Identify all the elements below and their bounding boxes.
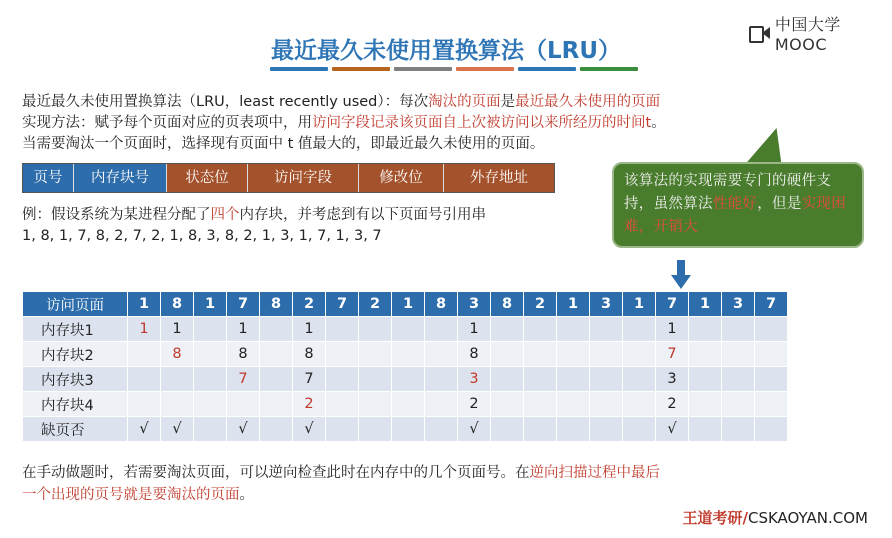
table-cell <box>161 392 194 417</box>
brand-en: CSKAOYAN.COM <box>747 509 868 527</box>
table-cell <box>689 342 722 367</box>
definition-text-2: 是 <box>500 94 516 110</box>
table-cell <box>491 367 524 392</box>
table-cell <box>623 342 656 367</box>
table-cell <box>128 392 161 417</box>
page-ref-17: 7 <box>656 292 689 317</box>
footer-highlight-1: 逆向扫描过程中最后 <box>529 465 660 481</box>
table-cell <box>623 392 656 417</box>
table-cell <box>590 342 623 367</box>
table-cell <box>491 317 524 342</box>
page-ref-15: 3 <box>590 292 623 317</box>
table-cell <box>326 392 359 417</box>
table-cell <box>524 367 557 392</box>
table-cell <box>194 367 227 392</box>
bubble-highlight-2: 实现困难，开销大 <box>624 196 847 235</box>
table-cell <box>722 342 755 367</box>
table-cell <box>194 417 227 442</box>
table-cell: 7 <box>227 367 260 392</box>
table-cell <box>425 392 458 417</box>
page-ref-19: 3 <box>722 292 755 317</box>
title-bar-6 <box>580 67 638 71</box>
table-cell <box>392 317 425 342</box>
example-text: 例：假设系统为某进程分配了 <box>22 207 211 223</box>
table-cell <box>392 392 425 417</box>
table-cell <box>359 317 392 342</box>
method-highlight: 访问字段记录该页面自上次被访问以来所经历的时间t <box>312 115 652 131</box>
bubble-text-2: ，但是 <box>757 196 802 212</box>
table-cell: 8 <box>161 342 194 367</box>
table-cell: 1 <box>458 317 491 342</box>
table-row <box>23 317 788 342</box>
eviction-line: 当需要淘汰一个页面时，选择现有页面中 t 值最大的，即最近最久未使用的页面。 <box>22 136 545 152</box>
table-cell <box>557 317 590 342</box>
table-cell <box>161 367 194 392</box>
row-label: 内存块4 <box>23 392 128 417</box>
mooc-logo-text: 中国大学MOOC <box>774 15 841 54</box>
title-bar-1 <box>270 67 328 71</box>
table-cell <box>524 392 557 417</box>
title-bar-4 <box>456 67 514 71</box>
table-cell: 7 <box>293 367 326 392</box>
row-label: 内存块3 <box>23 367 128 392</box>
table-cell <box>326 417 359 442</box>
page-ref-6: 2 <box>293 292 326 317</box>
hint-bubble <box>612 162 864 248</box>
table-cell <box>755 367 788 392</box>
table-cell: √ <box>128 417 161 442</box>
table-cell <box>425 367 458 392</box>
table-cell <box>590 317 623 342</box>
table-cell: 2 <box>458 392 491 417</box>
table-cell <box>425 317 458 342</box>
table-cell <box>491 342 524 367</box>
footer-text: 在手动做题时，若需要淘汰页面，可以逆向检查此时在内存中的几个页面号。在 <box>22 465 530 481</box>
table-cell <box>227 392 260 417</box>
table-cell <box>359 342 392 367</box>
slide-title: 最近最久未使用置换算法（LRU） <box>270 38 622 64</box>
table-cell <box>260 317 293 342</box>
title-underline-bars <box>270 67 638 71</box>
method-line <box>22 113 666 133</box>
table-cell <box>689 392 722 417</box>
field-2: 内存块号 <box>74 164 167 192</box>
brand-watermark <box>682 507 868 528</box>
method-text: 实现方法：赋予每个页面对应的页表项中，用 <box>22 115 312 131</box>
table-cell <box>194 392 227 417</box>
table-cell <box>326 367 359 392</box>
table-cell <box>524 417 557 442</box>
table-cell: √ <box>293 417 326 442</box>
page-table-entry-fields <box>22 163 555 193</box>
page-ref-1: 1 <box>128 292 161 317</box>
table-cell: √ <box>656 417 689 442</box>
table-cell <box>755 392 788 417</box>
table-cell <box>425 417 458 442</box>
table-cell <box>128 367 161 392</box>
definition-highlight-2: 最近最久未使用的页面 <box>515 94 661 110</box>
table-row <box>23 417 788 442</box>
title-bar-5 <box>518 67 576 71</box>
table-cell <box>326 317 359 342</box>
table-cell: 1 <box>656 317 689 342</box>
bubble-tail <box>745 128 794 164</box>
table-cell: 7 <box>656 342 689 367</box>
table-cell <box>491 392 524 417</box>
page-ref-5: 8 <box>260 292 293 317</box>
table-cell: √ <box>227 417 260 442</box>
table-cell: 2 <box>293 392 326 417</box>
table-cell <box>689 367 722 392</box>
definition-text: 最近最久未使用置换算法（LRU，least recently used）：每次 <box>22 94 429 110</box>
table-cell: 1 <box>293 317 326 342</box>
footer-note <box>22 462 660 506</box>
table-cell <box>392 342 425 367</box>
table-cell <box>755 417 788 442</box>
row-label: 内存块1 <box>23 317 128 342</box>
table-cell <box>722 317 755 342</box>
page-ref-7: 7 <box>326 292 359 317</box>
page-ref-3: 1 <box>194 292 227 317</box>
table-row <box>23 342 788 367</box>
page-ref-18: 1 <box>689 292 722 317</box>
table-cell: 8 <box>293 342 326 367</box>
table-cell <box>359 367 392 392</box>
table-cell <box>326 342 359 367</box>
table-cell <box>590 367 623 392</box>
field-4: 访问字段 <box>248 164 359 192</box>
table-cell <box>392 367 425 392</box>
table-cell: 1 <box>128 317 161 342</box>
table-cell <box>755 317 788 342</box>
table-cell: 8 <box>458 342 491 367</box>
table-cell: √ <box>161 417 194 442</box>
table-cell <box>689 317 722 342</box>
page-ref-10: 8 <box>425 292 458 317</box>
bubble-highlight-1: 性能好 <box>712 196 758 212</box>
table-cell <box>194 317 227 342</box>
table-cell <box>623 317 656 342</box>
table-cell <box>557 367 590 392</box>
definition-line <box>22 92 660 112</box>
table-cell: 1 <box>161 317 194 342</box>
page-ref-16: 1 <box>623 292 656 317</box>
brand-cn: 王道考研/ <box>682 509 748 527</box>
page-ref-20: 7 <box>755 292 788 317</box>
table-cell: 2 <box>656 392 689 417</box>
table-cell <box>755 342 788 367</box>
down-arrow-icon <box>670 260 692 290</box>
table-cell <box>491 417 524 442</box>
table-cell <box>260 367 293 392</box>
row-label: 内存块2 <box>23 342 128 367</box>
table-row <box>23 392 788 417</box>
field-3: 状态位 <box>167 164 248 192</box>
table-cell <box>722 417 755 442</box>
table-cell: √ <box>458 417 491 442</box>
table-cell <box>392 417 425 442</box>
page-ref-2: 8 <box>161 292 194 317</box>
table-cell <box>524 342 557 367</box>
table-cell <box>623 367 656 392</box>
definition-highlight-1: 淘汰的页面 <box>428 94 501 110</box>
page-ref-11: 3 <box>458 292 491 317</box>
table-cell <box>590 417 623 442</box>
table-header-label: 访问页面 <box>23 292 128 317</box>
table-cell <box>425 342 458 367</box>
table-cell: 1 <box>227 317 260 342</box>
table-cell <box>722 392 755 417</box>
page-ref-8: 2 <box>359 292 392 317</box>
page-ref-4: 7 <box>227 292 260 317</box>
table-cell <box>623 417 656 442</box>
table-row <box>23 367 788 392</box>
table-cell <box>557 417 590 442</box>
footer-end: 。 <box>239 487 254 503</box>
page-ref-12: 8 <box>491 292 524 317</box>
table-cell <box>359 417 392 442</box>
footer-highlight-2: 一个出现的页号就是要淘汰的页面 <box>22 487 240 503</box>
table-cell <box>260 342 293 367</box>
example-line <box>22 205 486 225</box>
bubble-text: 该算法的实现需要专门的硬件支持，虽然算法 <box>624 173 832 212</box>
table-cell <box>260 392 293 417</box>
page-ref-14: 1 <box>557 292 590 317</box>
table-cell <box>689 417 722 442</box>
field-1: 页号 <box>23 164 74 192</box>
lru-process-table <box>22 291 788 442</box>
table-cell: 3 <box>458 367 491 392</box>
table-cell <box>359 392 392 417</box>
example-highlight: 四个 <box>210 207 240 223</box>
title-bar-3 <box>394 67 452 71</box>
table-cell <box>557 342 590 367</box>
table-cell <box>194 342 227 367</box>
table-cell <box>260 417 293 442</box>
row-label: 缺页否 <box>23 417 128 442</box>
table-cell: 8 <box>227 342 260 367</box>
field-6: 外存地址 <box>444 164 554 192</box>
table-cell: 3 <box>656 367 689 392</box>
reference-sequence: 1, 8, 1, 7, 8, 2, 7, 2, 1, 8, 3, 8, 2, 1, 3, 1, 7, 1, 3, 7 <box>22 228 382 244</box>
example-text-2: 内存块，并考虑到有以下页面号引用串 <box>239 207 486 223</box>
table-cell <box>128 342 161 367</box>
table-cell <box>722 367 755 392</box>
title-bar-2 <box>332 67 390 71</box>
method-end: 。 <box>651 115 666 131</box>
page-ref-13: 2 <box>524 292 557 317</box>
page-ref-9: 1 <box>392 292 425 317</box>
table-cell <box>590 392 623 417</box>
table-cell <box>557 392 590 417</box>
table-cell <box>524 317 557 342</box>
field-5: 修改位 <box>359 164 444 192</box>
